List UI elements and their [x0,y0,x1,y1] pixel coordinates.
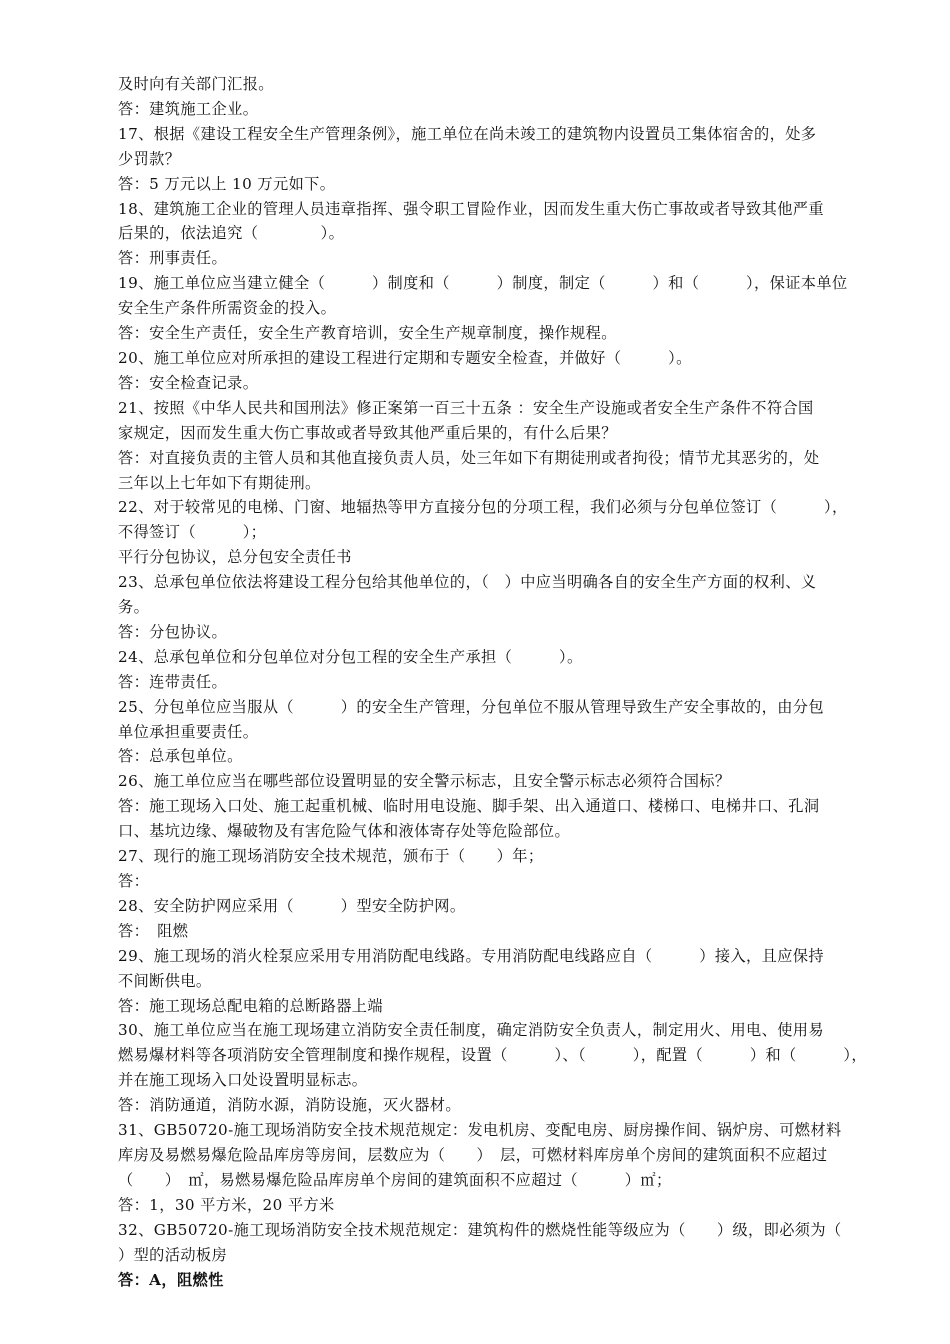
text-line: 30、施工单位应当在施工现场建立消防安全责任制度，确定消防安全负责人，制定用火、用电、使用易 [118,1021,824,1040]
text-line: 答：A，阻燃性 [118,1270,224,1289]
text-line: 答：总承包单位。 [118,747,243,766]
text-line: 后果的，依法追究（ ）。 [118,224,345,243]
text-line: 答：消防通道，消防水源，消防设施，灭火器材。 [118,1096,461,1115]
text-line: 答： 阻燃 [118,921,189,940]
text-line: 26、施工单位应当在哪些部位设置明显的安全警示标志，且安全警示标志必须符合国标？ [118,772,731,791]
text-line: 答：5 万元以上 10 万元如下。 [118,174,336,193]
text-line: 少罚款？ [118,149,181,168]
text-line: 家规定，因而发生重大伤亡事故或者导致其他严重后果的，有什么后果？ [118,423,617,442]
text-line: 务。 [118,598,150,617]
text-line: 32、GB50720-施工现场消防安全技术规范规定：建筑构件的燃烧性能等级应为（ ）级，即必须为（ [118,1220,842,1239]
text-line: 安全生产条件所需资金的投入。 [118,299,337,318]
text-line: 20、施工单位应对所承担的建设工程进行定期和专题安全检查，并做好（ ）。 [118,348,692,367]
text-line: 24、总承包单位和分包单位对分包工程的安全生产承担（ ）。 [118,647,583,666]
text-line: 单位承担重要责任。 [118,722,259,741]
text-line: 23、总承包单位依法将建设工程分包给其他单位的，（ ）中应当明确各自的安全生产方面的权利、义 [118,573,817,592]
text-line: 答：建筑施工企业。 [118,99,259,118]
text-line: 不得签订（ ）； [118,523,267,542]
text-line: 答： [118,872,150,890]
text-line: 答：施工现场入口处、施工起重机械、临时用电设施、脚手架、出入通道口、楼梯口、电梯井口、孔洞 [118,797,820,816]
text-line: 库房及易燃易爆危险品库房等房间，层数应为（ ） 层，可燃材料库房单个房间的建筑面积不应超过 [118,1145,828,1164]
text-line: 答：连带责任。 [118,672,228,691]
text-line: 及时向有关部门汇报。 [118,75,274,93]
text-line: 三年以上七年如下有期徒刑。 [118,473,321,492]
text-line: 答：安全生产责任，安全生产教育培训，安全生产规章制度，操作规程。 [118,324,617,343]
text-line: 21、按照《中华人民共和国刑法》修正案第一百三十五条 ：安全生产设施或者安全生产条件不符合国 [118,398,814,417]
text-line: 口、基坑边缘、爆破物及有害危险气体和液体寄存处等危险部位。 [118,822,571,841]
text-line: 不间断供电。 [118,971,212,990]
text-line: 28、安全防护网应采用（ ）型安全防护网。 [118,896,466,915]
text-line: 25、分包单位应当服从（ ）的安全生产管理，分包单位不服从管理导致生产安全事故的，由分包 [118,697,824,716]
text-line: （ ） ㎡，易燃易爆危险品库房单个房间的建筑面积不应超过（ ）㎡； [118,1170,672,1189]
text-line: 并在施工现场入口处设置明显标志。 [118,1071,368,1090]
text-line: 答：分包协议。 [118,622,228,641]
text-line: 17、根据《建设工程安全生产管理条例》，施工单位在尚未竣工的建筑物内设置员工集体宿舍的，处多 [118,124,817,143]
text-line: 答：施工现场总配电箱的总断路器上端 [118,996,383,1015]
document-page [118,72,880,1292]
text-line: 19、施工单位应当建立健全（ ）制度和（ ）制度，制定（ ）和（ ），保证本单位 [118,274,848,293]
text-line: 22、对于较常见的电梯、门窗、地辐热等甲方直接分包的分项工程，我们必须与分包单位签订（ ）， [118,498,848,517]
text-line: 31、GB50720-施工现场消防安全技术规范规定：发电机房、变配电房、厨房操作间、锅炉房、可燃材料 [118,1121,842,1140]
text-line: 18、建筑施工企业的管理人员违章指挥、强令职工冒险作业，因而发生重大伤亡事故或者导致其他严重 [118,199,824,218]
text-line: 燃易爆材料等各项消防安全管理制度和操作规程，设置（ ）、（ ），配置（ ）和（ ）， [118,1046,867,1065]
text-line: ）型的活动板房 [118,1245,228,1264]
text-line: 29、施工现场的消火栓泵应采用专用消防配电线路。专用消防配电线路应自（ ）接入，且应保持 [118,946,824,965]
text-line: 答：刑事责任。 [118,249,228,268]
text-line: 27、现行的施工现场消防安全技术规范，颁布于（ ）年； [118,847,544,866]
text-line: 答：1，30 平方米，20 平方米 [118,1195,335,1214]
text-line: 答：安全检查记录。 [118,373,259,392]
text-line: 答：对直接负责的主管人员和其他直接负责人员，处三年如下有期徒刑或者拘役；情节尤其恶劣的，处 [118,448,820,467]
text-line: 平行分包协议，总分包安全责任书 [118,548,352,567]
